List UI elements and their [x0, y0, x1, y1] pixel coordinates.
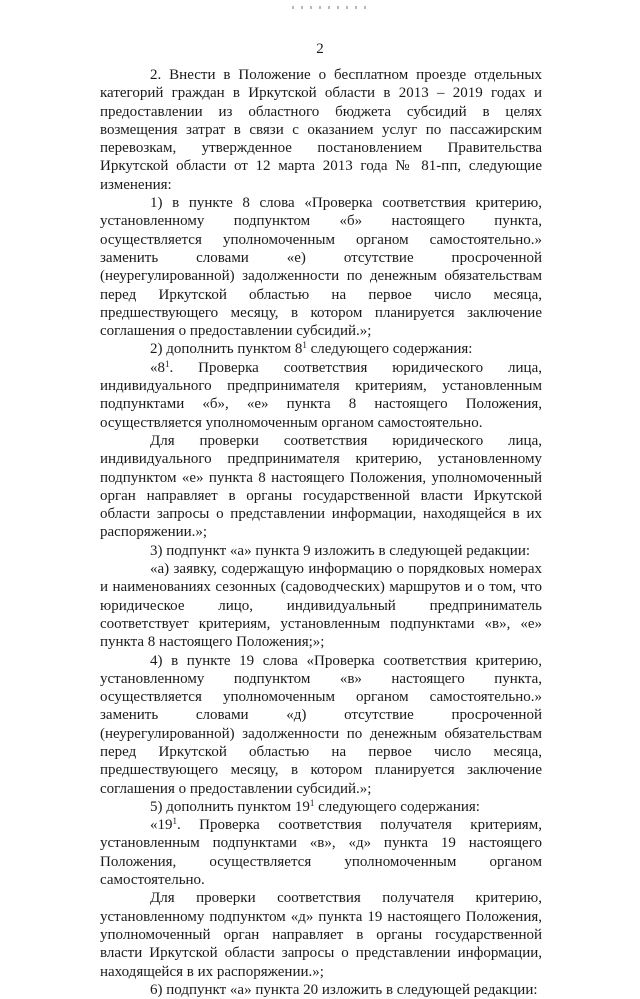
paragraph-10: [100, 816, 542, 889]
paragraph-4: [100, 359, 542, 432]
paragraph-12: 6) подпункт «а» пункта 20 изложить в следующей редакции:: [150, 981, 538, 998]
paragraph-text: «19: [150, 817, 173, 834]
paragraph-7: «а) заявку, содержащую информацию о порядковых номерах и наименованиях сезонных (садоводческих) маршрутов и о том, что юридическое лицо, индивидуальный предприниматель соответствует критериям, установленным подпунктами «в», «е» пункта 8 настоящего Положения;»;: [100, 561, 542, 651]
paragraph-text: . Проверка соответствия юридического лица, индивидуального предпринимателя критериям, установленным подпунктами «б», «е» пункта 8 настоящего Положения, осуществляется уполномоченным органом самостоятельно.: [100, 359, 542, 431]
paragraph-text: . Проверка соответствия получателя критериям, установленным подпунктами «в», «д» пункта 19 настоящего Положения, осуществляется уполномоченным органом самостоятельно.: [100, 817, 542, 889]
document-body: [100, 66, 542, 999]
superscript: 1: [165, 358, 170, 369]
paragraph-1: 2. Внести в Положение о бесплатном проезде отдельных категорий граждан в Иркутской области в 2013 – 2019 годах и предоставлении из областного бюджета субсидий в целях возмещения затрат в связи с оказанием услуг по пассажирским перевозкам, утвержденное постановлением Правительства Иркутской области от 12 марта 2013 года № 81-пп, следующие изменения:: [100, 67, 542, 193]
superscript: 1: [302, 340, 307, 351]
paragraph-11: Для проверки соответствия получателя критерию, установленному подпунктом «д» пункта 19 настоящего Положения, уполномоченный орган направляет в органы государственной власти Иркутской области запросы о представлении информации, находящейся в их распоряжении.»;: [100, 890, 542, 980]
paragraph-text: следующего содержания:: [314, 798, 480, 815]
paragraph-6: 3) подпункт «а» пункта 9 изложить в следующей редакции:: [150, 542, 531, 559]
paragraph-text: 5) дополнить пунктом 19: [150, 798, 310, 815]
paragraph-3: [100, 340, 542, 358]
page-number: 2: [316, 41, 324, 57]
paragraph-2: 1) в пункте 8 слова «Проверка соответствия критерию, установленному подпунктом «б» настоящего пункта, осуществляется уполномоченным органом самостоятельно.» заменить словами «е) отсутствие просроченной (неурегулированной) задолженности по денежным обязательствам перед Иркутской областью на первое число месяца, предшествующего месяцу, в котором планируется заключение соглашения о предоставлении субсидий.»;: [100, 195, 542, 340]
scan-artifact: [292, 6, 366, 9]
paragraph-9: [100, 798, 542, 816]
paragraph-text: «8: [150, 359, 165, 376]
superscript: 1: [309, 797, 315, 808]
paragraph-text: 2) дополнить пунктом 8: [150, 341, 303, 358]
paragraph-text: следующего содержания:: [306, 341, 473, 358]
paragraph-5: Для проверки соответствия юридического лица, индивидуального предпринимателя критерию, установленному подпунктом «е» пункта 8 настоящего Положения, уполномоченный орган направляет в органы государственной власти Иркутской области запросы о представлении информации, находящейся в их распоряжении.»;: [100, 432, 542, 541]
superscript: 1: [172, 816, 177, 827]
paragraph-8: 4) в пункте 19 слова «Проверка соответствия критерию, установленному подпунктом «в» настоящего пункта, осуществляется уполномоченным органом самостоятельно.» заменить словами «д) отсутствие просроченной (неурегулированной) задолженности по денежным обязательствам перед Иркутской областью на первое число месяца, предшествующего месяцу, в котором планируется заключение соглашения о предоставлении субсидий.»;: [100, 652, 542, 797]
